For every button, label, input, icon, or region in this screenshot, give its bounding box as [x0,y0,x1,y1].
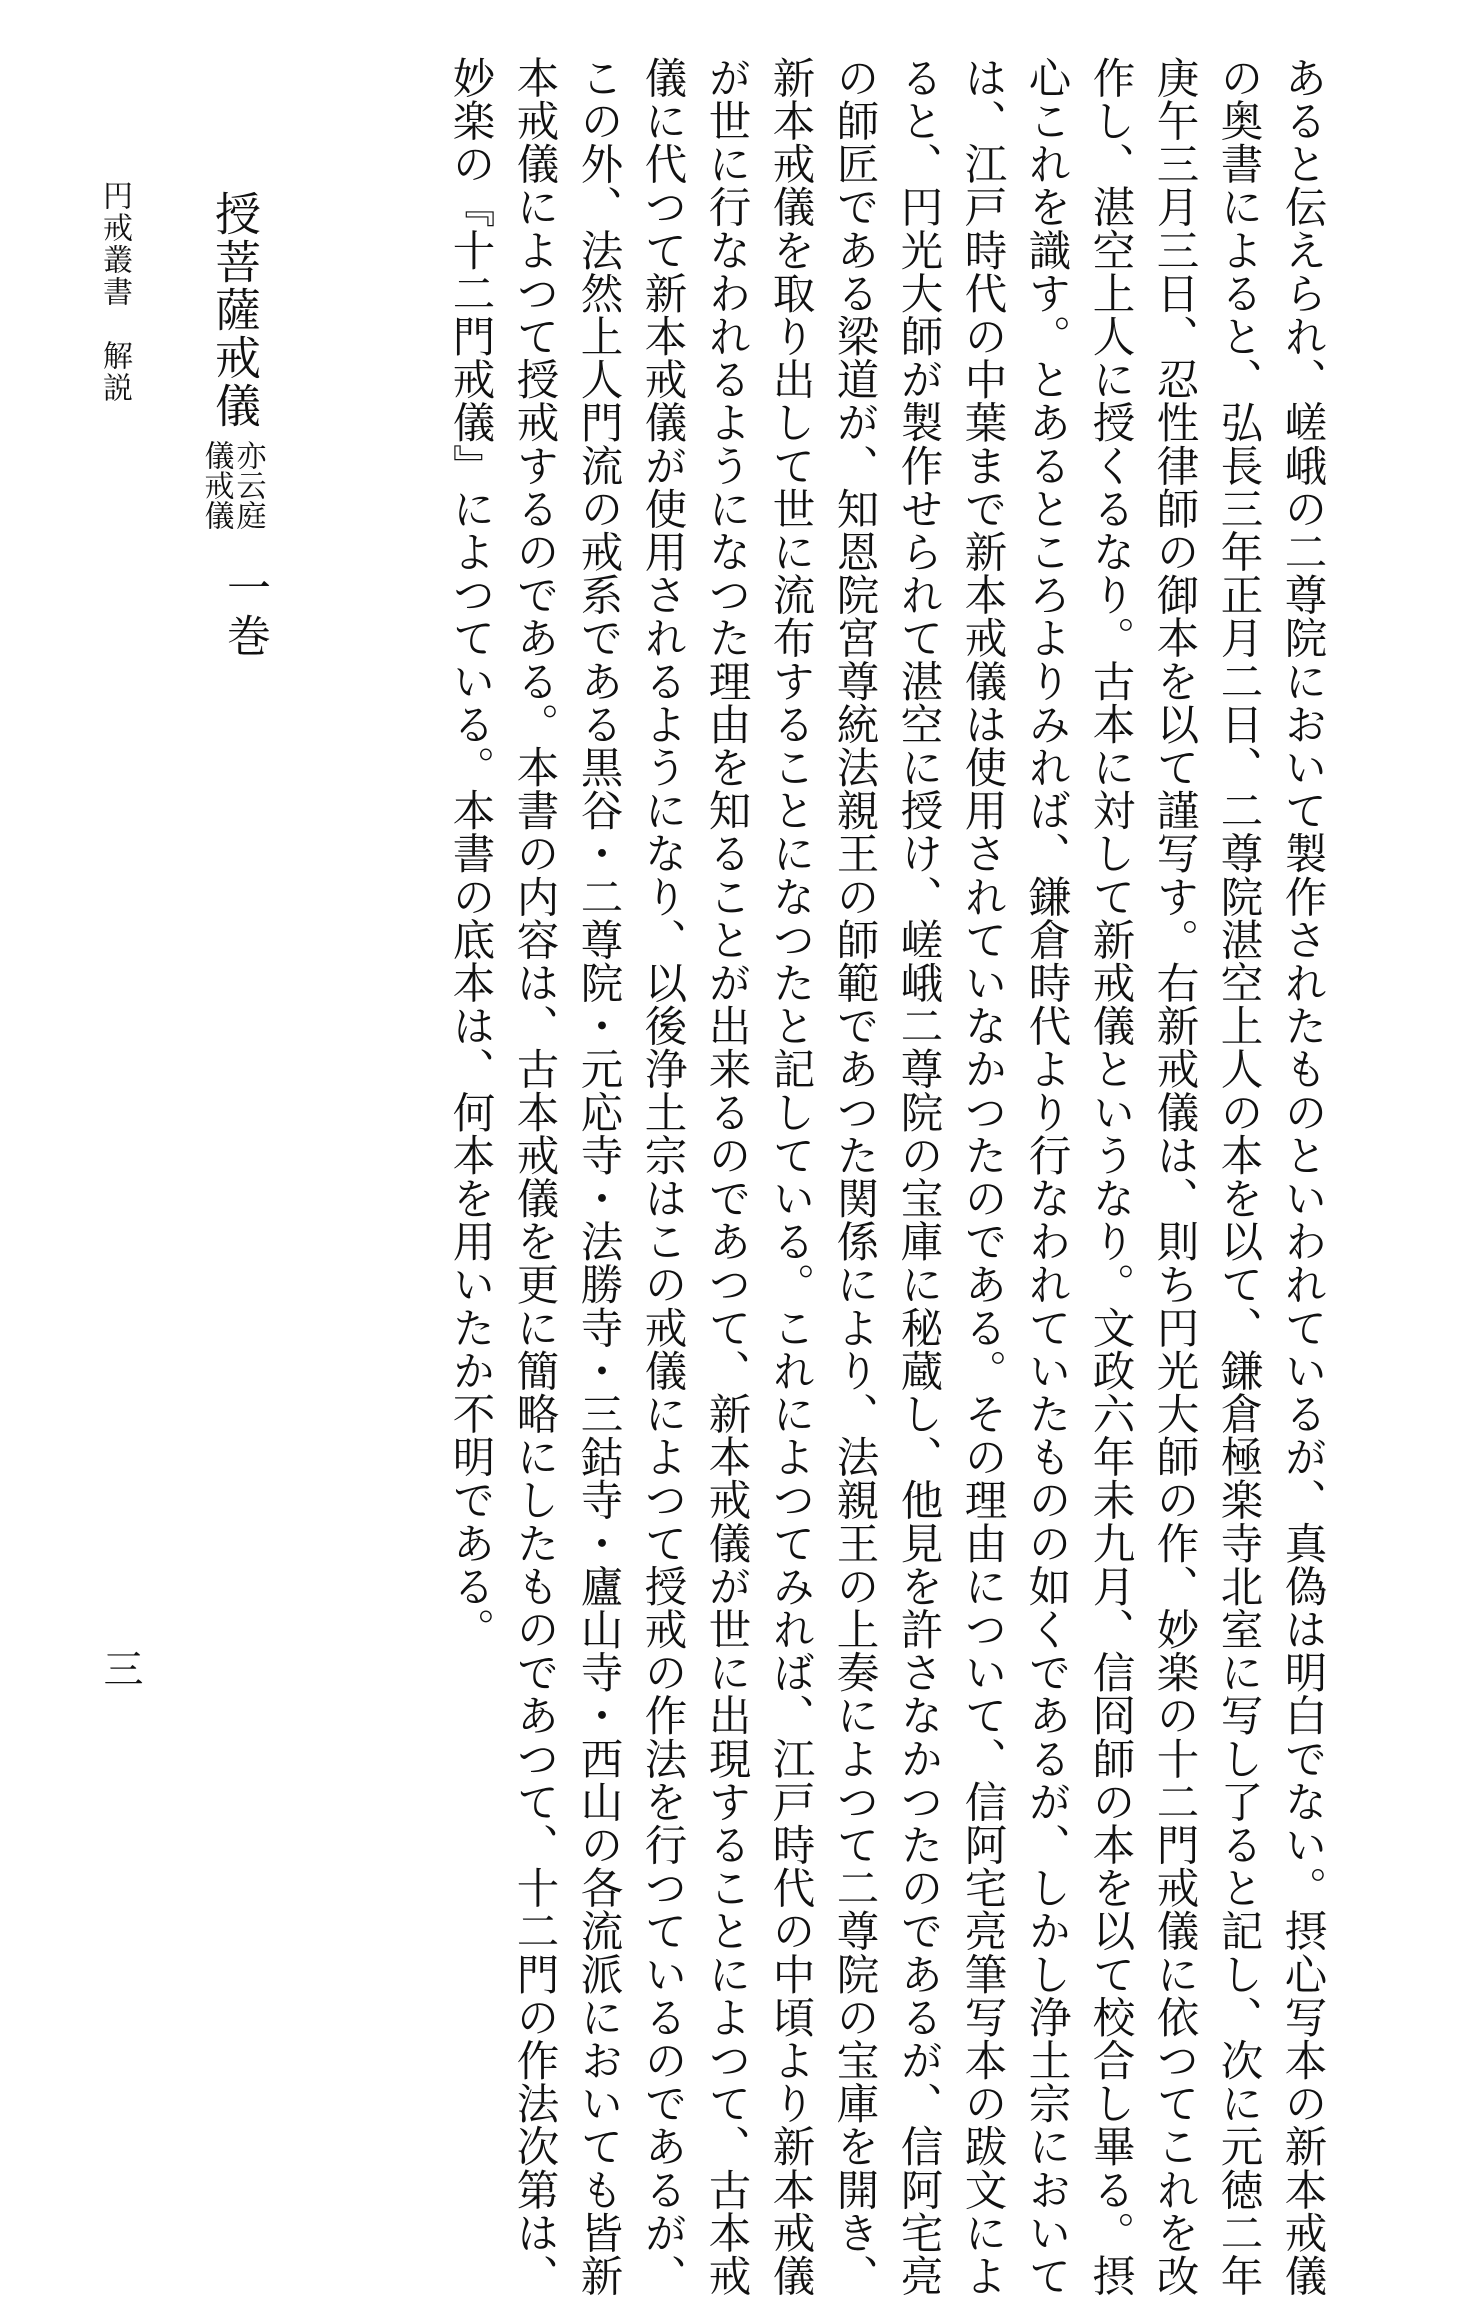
body-column-1: あると伝えられ、嵯峨の二尊院において製作されたものといわれているが、真偽は明白でない。摂心写本の新本戒儀 [1277,56,1327,2297]
body-column-13: 本戒儀によつて授戒するのである。本書の内容は、古本戒儀を更に簡略にしたものであつて、十二門の作法次第は、 [509,56,559,2297]
body-column-9: 新本戒儀を取り出して世に流布することになつたと記している。これによつてみれば、江戸時代の中頃より新本戒儀 [765,56,815,2297]
section-title-volume: 一巻 [219,565,270,661]
body-column-7: ると、円光大師が製作せられて湛空に授け、嵯峨二尊院の宝庫に秘蔵し、他見を許さなかつたのであるが、信阿宅亮 [893,56,943,2297]
page-number: 三 [97,1648,143,1688]
section-title-note-line-2: 儀戒儀 [198,440,234,530]
section-title-note-line-1: 亦云庭 [230,440,266,530]
body-column-5: 心これを識す。とあるところよりみれば、鎌倉時代より行なわれていたものの如くであるが、しかし浄土宗において [1021,56,1071,2297]
body-column-6: は、江戸時代の中葉まで新本戒儀は使用されていなかつたのである。その理由について、信阿宅亮筆写本の跋文によ [957,56,1007,2297]
body-column-8: の師匠である梁道が、知恩院宮尊統法親王の師範であつた関係により、法親王の上奏によつて二尊院の宝庫を開き、 [829,56,879,2297]
running-head: 円戒叢書 解説 [97,180,132,404]
body-column-3: 庚午三月三日、忍性律師の御本を以て謹写す。右新戒儀は、則ち円光大師の作、妙楽の十二門戒儀に依つてこれを改 [1149,56,1199,2297]
body-column-12: この外、法然上人門流の戒系である黒谷・二尊院・元応寺・法勝寺・三鈷寺・廬山寺・西山の各流派においても皆新 [573,56,623,2297]
body-column-11: 儀に代つて新本戒儀が使用されるようになり、以後浄土宗はこの戒儀によつて授戒の作法を行つているのであるが、 [637,56,687,2297]
body-column-2: の奥書によると、弘長三年正月二日、二尊院湛空上人の本を以て、鎌倉極楽寺北室に写し了ると記し、次に元徳二年 [1213,56,1263,2297]
body-column-14: 妙楽の『十二門戒儀』によつている。本書の底本は、何本を用いたか不明である。 [445,56,495,1651]
body-column-10: が世に行なわれるようになつた理由を知ることが出来るのであつて、新本戒儀が世に出現することによつて、古本戒 [701,56,751,2297]
body-column-4: 作し、湛空上人に授くるなり。古本に対して新戒儀というなり。文政六年未九月、信冏師の本を以て校合し畢る。摂 [1085,56,1135,2297]
section-title-main: 授菩薩戒儀 [208,190,262,430]
